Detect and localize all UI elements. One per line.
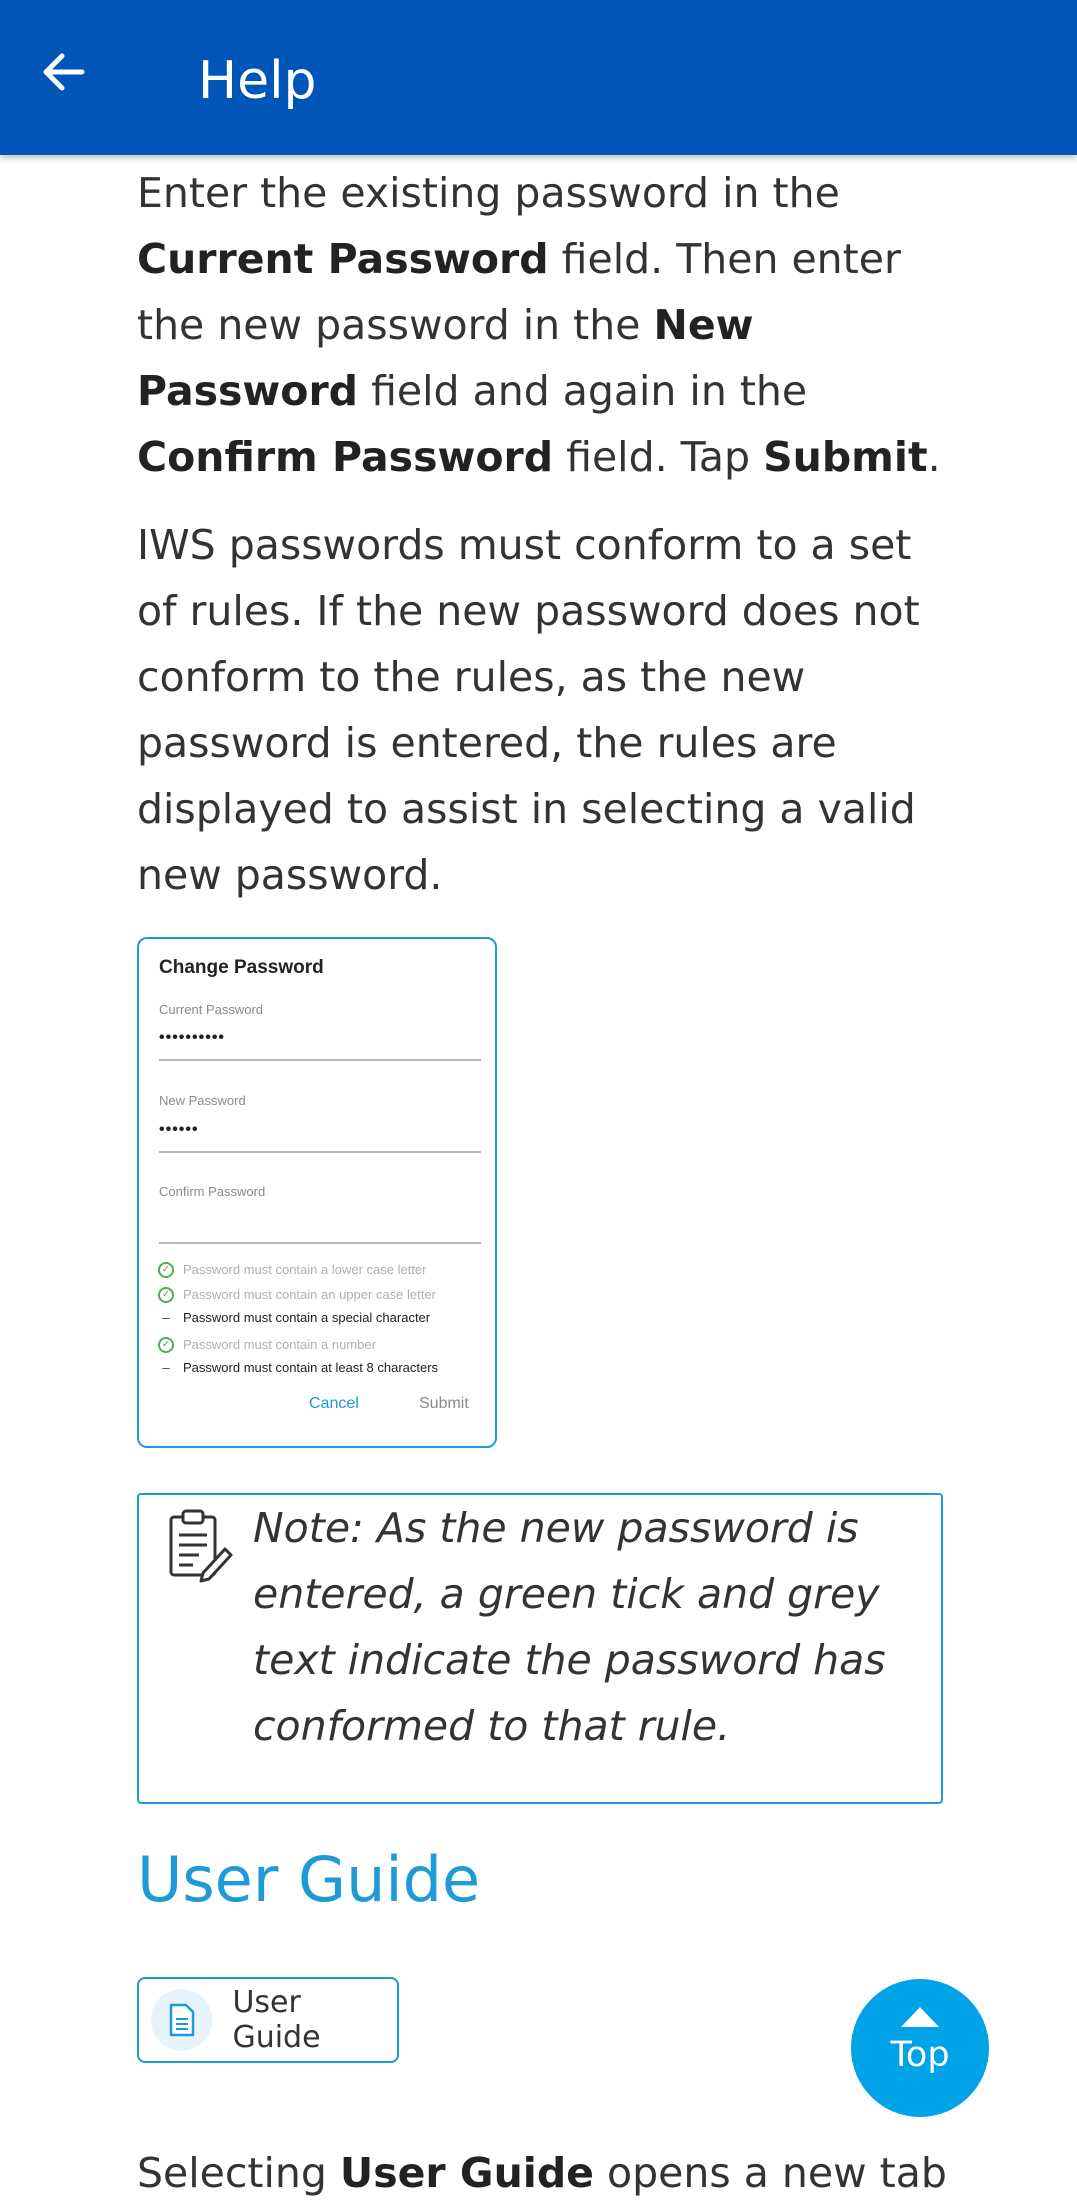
rule-item: – Password must contain a special character [155, 1310, 430, 1325]
back-button[interactable] [36, 44, 116, 116]
dialog-cancel-label: Cancel [309, 1395, 359, 1412]
note-text: Note: As the new password is entered, a green tick and grey text indicate the password has conformed to that rule. [253, 1504, 886, 1750]
new-password-value: •••••• [159, 1121, 199, 1138]
submit-term: Submit [763, 433, 928, 481]
scroll-top-button[interactable] [851, 1979, 989, 2117]
caret-up-icon [901, 2007, 939, 2027]
new-password-term: New Password [137, 301, 754, 415]
new-password-underline [159, 1151, 481, 1153]
check-circle-icon: ✓ [158, 1262, 174, 1278]
clipboard-edit-icon [163, 1507, 235, 1583]
user-guide-description: Selecting User Guide opens a new tab [137, 2149, 947, 2197]
user-guide-heading: User Guide [137, 1843, 481, 1916]
intro-paragraph: Enter the existing password in the Current Password field. Then enter the new password in the New Password field and again in the Confirm Password field. Tap Submit. [137, 169, 941, 481]
new-password-label: New Password [159, 1093, 246, 1108]
note-box [137, 1493, 943, 1804]
dialog-title: Change Password [159, 957, 324, 978]
dialog-submit-label: Submit [419, 1395, 469, 1412]
check-circle-icon: ✓ [158, 1287, 174, 1303]
current-password-label: Current Password [159, 1002, 264, 1017]
page-title: Help [198, 51, 317, 111]
current-password-value: •••••••••• [159, 1029, 226, 1046]
document-icon [168, 2003, 196, 2037]
rule-item: ✓ Password must contain a number [155, 1335, 376, 1353]
confirm-password-term: Confirm Password [137, 433, 554, 481]
change-password-screenshot [137, 937, 497, 1448]
dash-icon: – [162, 1360, 170, 1375]
user-guide-button-label: User Guide [232, 1985, 321, 2055]
arrow-left-icon [36, 44, 92, 100]
rule-item: ✓ Password must contain a lower case letter [155, 1260, 427, 1278]
scroll-top-label: Top [890, 2035, 950, 2075]
rule-item: ✓ Password must contain an upper case letter [155, 1285, 436, 1303]
check-circle-icon: ✓ [158, 1337, 174, 1353]
confirm-password-label: Confirm Password [159, 1184, 266, 1199]
confirm-password-underline [159, 1242, 481, 1244]
app-bar [0, 0, 1077, 155]
rule-item: – Password must contain at least 8 characters [155, 1360, 438, 1375]
current-password-term: Current Password [137, 235, 549, 283]
dash-icon: – [162, 1310, 170, 1325]
current-password-underline [159, 1059, 481, 1061]
user-guide-button[interactable] [137, 1977, 399, 2063]
rules-paragraph: IWS passwords must conform to a set of rules. If the new password does not conform to the rules, as the new password is entered, the rules are displayed to assist in selecting a valid new password. [137, 521, 920, 899]
